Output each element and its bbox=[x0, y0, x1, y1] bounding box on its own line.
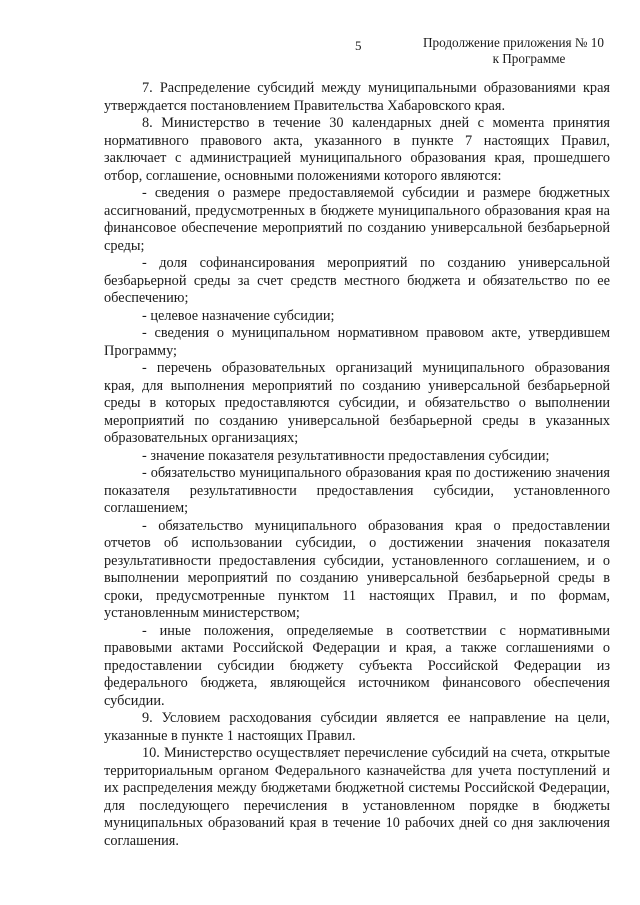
list-item: - целевое назначение субсидии; bbox=[142, 307, 335, 324]
paragraph-9: 9. Условием расходования субсидии является ее направление на цели, указанные в пункте 1 настоящих Правил. bbox=[104, 710, 610, 744]
paragraph-8: 8. Министерство в течение 30 календарных дней с момента принятия нормативного правового акта, указанного в пункте 7 настоящих Правил, заключает с администрацией муниципального образования края, прошедшего отбор, соглашение, основными положениями которого являются: bbox=[104, 115, 610, 184]
paragraph-7: 7. Распределение субсидий между муниципальными образованиями края утверждается постановлением Правительства Хабаровского края. bbox=[104, 80, 610, 114]
continuation-line-1: Продолжение приложения № 10 bbox=[423, 35, 604, 50]
list-item: - сведения о размере предоставляемой субсидии и размере бюджетных ассигнований, предусмотренных в бюджете муниципального образования края на финансовое обеспечение мероприятий по созданию универсальной безбарьерной среды; bbox=[104, 185, 610, 254]
list-item: - обязательство муниципального образования края о предоставлении отчетов об использовании субсидии, о достижении значения показателя результативности предоставления субсидии, установленного соглашением, и о выполнении мероприятий по созданию универсальной безбарьерной среды в сроки, предусмотренные пунктом 11 настоящих Правил, и по формам, установленным министерством; bbox=[104, 517, 610, 621]
list-item: - значение показателя результативности предоставления субсидии; bbox=[142, 447, 550, 464]
document-body bbox=[104, 80, 610, 850]
continuation-line-2: к Программе bbox=[492, 51, 566, 66]
list-item: - доля софинансирования мероприятий по созданию универсальной безбарьерной среды за счет средств местного бюджета и обязательство по ее обеспечению; bbox=[104, 255, 610, 306]
paragraph-10: 10. Министерство осуществляет перечисление субсидий на счета, открытые территориальным органом Федерального казначейства для учета поступлений и их распределения между бюджетами бюджетной системы Российской Федерации, для последующего перечисления в установленном порядке в бюджеты муниципальных образований края в течение 10 рабочих дней со дня заключения соглашения. bbox=[104, 745, 610, 849]
list-item: - сведения о муниципальном нормативном правовом акте, утвердившем Программу; bbox=[104, 325, 610, 359]
list-item: - перечень образовательных организаций муниципального образования края, для выполнения мероприятий по созданию универсальной безбарьерной среды в которых предоставляются субсидии, и обязательство о выполнении мероприятий по созданию универсальной безбарьерной среды в указанных образовательных организациях; bbox=[104, 360, 610, 446]
list-item: - иные положения, определяемые в соответствии с нормативными правовыми актами Российской Федерации и края, а также соглашениями о предоставлении субсидии бюджету субъекта Российской Федерации из федерального бюджета, являющейся источником финансового обеспечения субсидии. bbox=[104, 622, 610, 709]
page-number: 5 bbox=[355, 38, 362, 53]
continuation-note bbox=[384, 35, 604, 67]
list-item: - обязательство муниципального образования края по достижению значения показателя результативности предоставления субсидии, установленного соглашением; bbox=[104, 465, 610, 516]
